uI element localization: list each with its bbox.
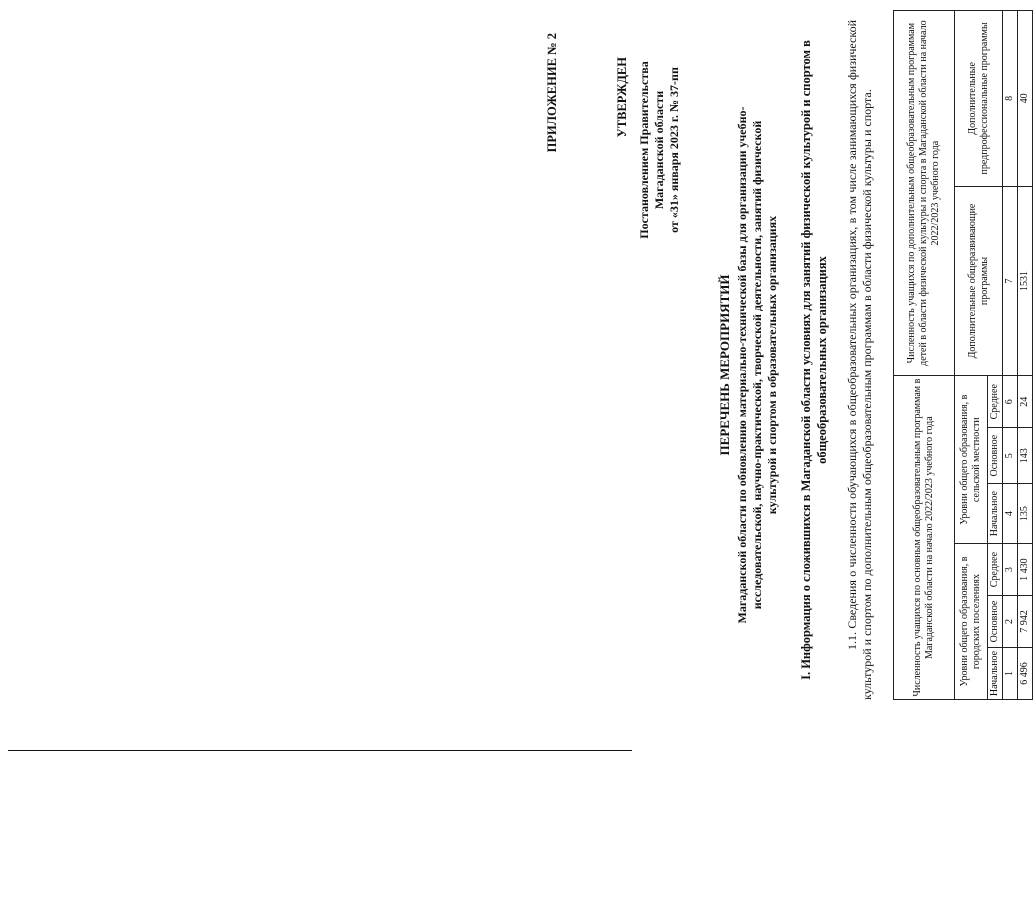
section-paragraph: 1.1. Сведения о численности обучающихся в общеобразовательных организациях, в том числе занимающихся физической культурой и спортом по дополнительным общеобразовательным программам в области физической культуры и спорта. — [845, 20, 874, 700]
level-cell: Начальное — [988, 484, 1003, 544]
level-cell: Основное — [988, 428, 1003, 484]
header-urban: Уровни общего образования, в городских поселениях — [955, 544, 988, 700]
table-header-row — [894, 11, 955, 700]
decree-line-2: Магаданской области — [652, 90, 666, 210]
table-row — [1018, 11, 1033, 700]
decree-block — [637, 30, 682, 270]
header-rural: Уровни общего образования, в сельской местности — [955, 376, 988, 544]
value-cell: 24 — [1018, 376, 1033, 428]
col-number: 3 — [1003, 544, 1018, 596]
col-number: 6 — [1003, 376, 1018, 428]
value-cell: 7 942 — [1018, 596, 1033, 648]
col-number: 5 — [1003, 428, 1018, 484]
value-cell: 6 496 — [1018, 648, 1033, 700]
col-number: 4 — [1003, 484, 1018, 544]
decree-line-1: Постановлением Правительства — [637, 61, 651, 239]
approved-label: УТВЕРЖДЕН — [615, 57, 629, 138]
table-subheader-row — [955, 11, 988, 700]
title-description: Магаданской области по обновлению материально-технической базы для организации учебно-исследовательской, научно-практической, творческой деятельности, занятий физической культурой и спортом в образовательных организациях — [735, 106, 779, 624]
level-cell: Начальное — [988, 648, 1003, 700]
level-cell: Основное — [988, 596, 1003, 648]
rotated-page — [545, 5, 1030, 725]
data-table — [893, 10, 1033, 700]
level-cell: Среднее — [988, 376, 1003, 428]
col-number: 1 — [1003, 648, 1018, 700]
header-main-programs: Численность учащихся по основным общеобразовательным программам в Магаданской области на начало 2022/2023 учебного года — [894, 376, 955, 700]
value-cell: 135 — [1018, 484, 1033, 544]
annex-label: ПРИЛОЖЕНИЕ № 2 — [545, 33, 559, 153]
value-cell: 1 430 — [1018, 544, 1033, 596]
value-cell: 1531 — [1018, 186, 1033, 376]
decree-line-3: от «31» января 2023 г. № 37-пп — [667, 67, 681, 233]
section-heading: I. Информация о сложившихся в Магаданской области условиях для занятий физической культурой и спортом в общеобразовательных организациях — [799, 40, 829, 680]
col-number: 7 — [1003, 186, 1018, 376]
value-cell: 40 — [1018, 11, 1033, 187]
value-cell: 143 — [1018, 428, 1033, 484]
page-break-line — [8, 750, 632, 751]
header-general-dev: Дополнительные общеразвивающие программы — [955, 186, 1003, 376]
col-number: 8 — [1003, 11, 1018, 187]
col-number: 2 — [1003, 596, 1018, 648]
table-number-row — [1003, 11, 1018, 700]
header-additional-programs: Численность учащихся по дополнительным общеобразовательным программам детей в области физической культуры и спорта в Магаданской области на начало 2022/2023 учебного года — [894, 11, 955, 376]
level-cell: Среднее — [988, 544, 1003, 596]
header-preprof: Дополнительные предпрофессиональные программы — [955, 11, 1003, 187]
page-title: ПЕРЕЧЕНЬ МЕРОПРИЯТИЙ — [717, 274, 732, 456]
